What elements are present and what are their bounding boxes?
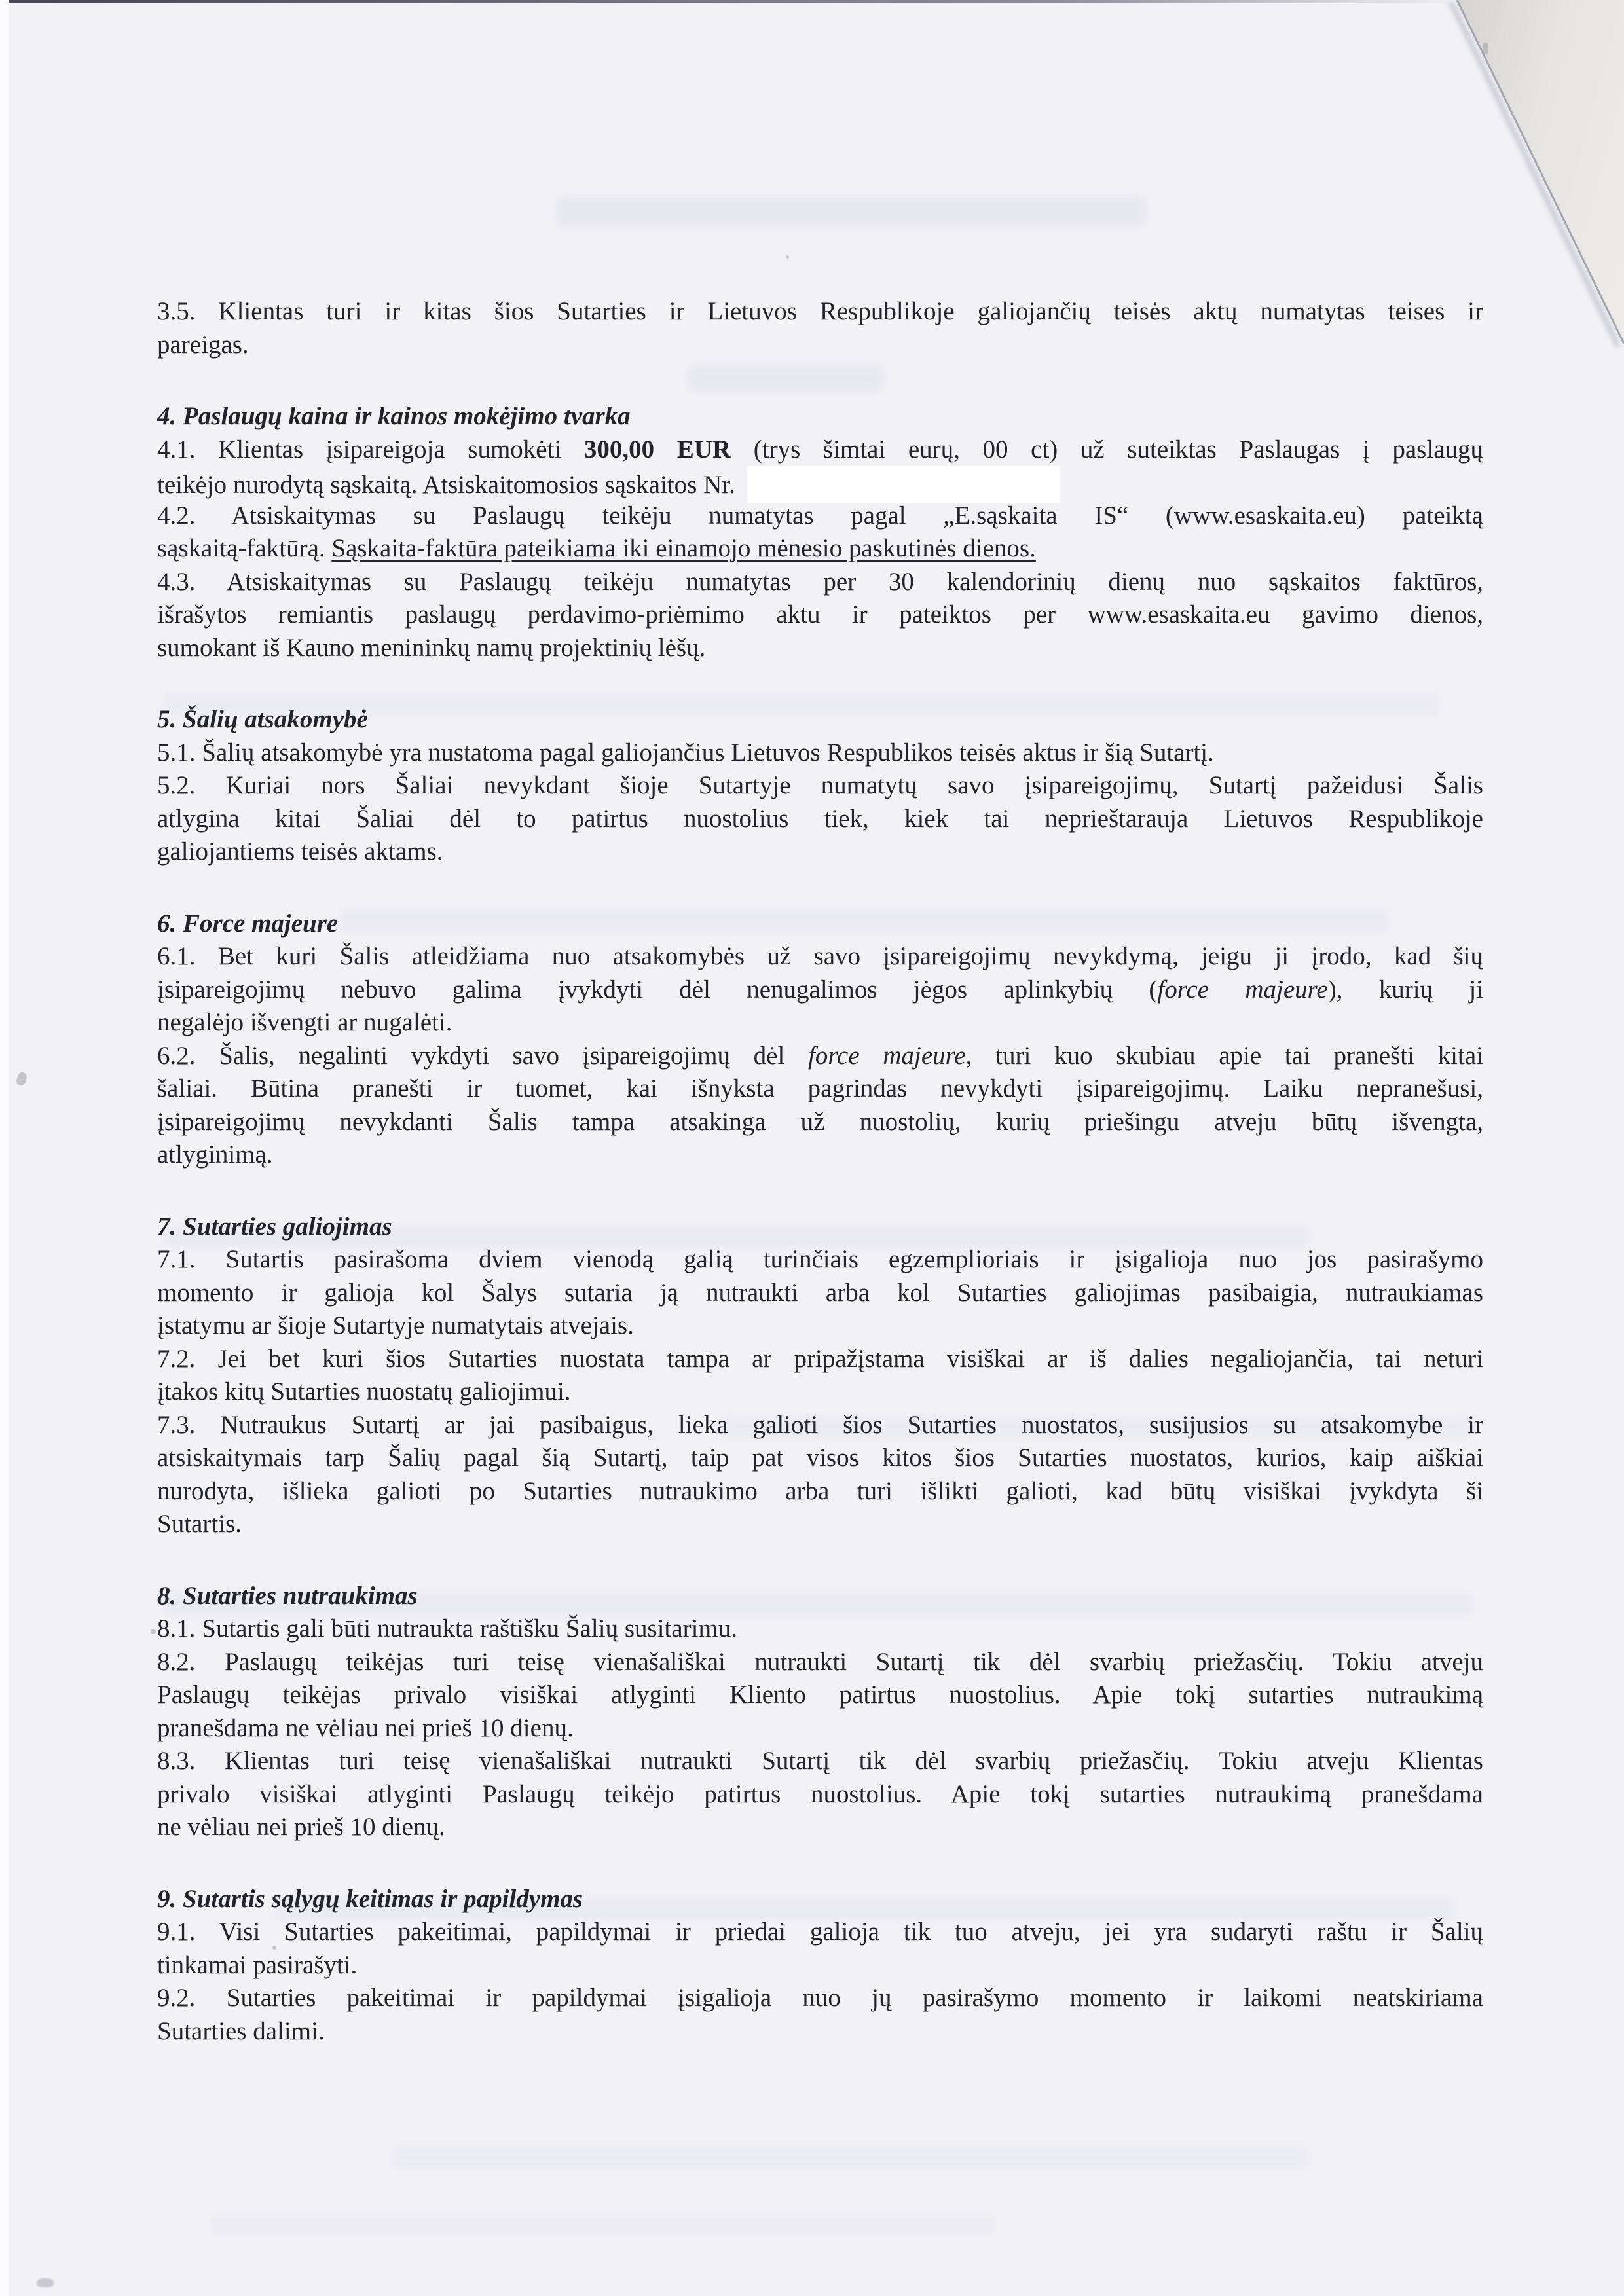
clause bbox=[157, 1243, 1483, 1343]
clause-line: įsipareigojimų nebuvo galima įvykdyti dėl nenugalimos jėgos aplinkybių (force majeure), kurių ji bbox=[157, 975, 1483, 1004]
clause-line: nurodyta, išlieka galioti po Sutarties nutraukimo arba turi išlikti galioti, kad būtų visiškai įvykdyta ši bbox=[157, 1476, 1483, 1505]
clause bbox=[157, 1646, 1483, 1745]
clause bbox=[157, 1409, 1483, 1541]
clause-line: pranešdama ne vėliau nei prieš 10 dienų. bbox=[157, 1713, 574, 1742]
clause-line: 9.1. Visi Sutarties pakeitimai, papildymai ir priedai galioja tik tuo atveju, jei yra sudaryti raštu ir Šalių bbox=[157, 1918, 1483, 1946]
dust-speck bbox=[37, 2278, 54, 2287]
clause-line: atsiskaitymais tarp Šalių pagal šią Sutartį, taip pat visos kitos šios Sutarties nuostatos, kurios, kaip aiškiai bbox=[157, 1444, 1483, 1472]
contract-section bbox=[157, 907, 1483, 1172]
clause bbox=[157, 433, 1483, 500]
redacted-account-number bbox=[747, 466, 1060, 503]
clause-line: 9.2. Sutarties pakeitimai ir papildymai įsigalioja nuo jų pasirašymo momento ir laikomi neatskiriama bbox=[157, 1984, 1483, 2012]
section-heading: 7. Sutarties galiojimas bbox=[157, 1212, 392, 1241]
clause-line: 8.1. Sutartis gali būti nutraukta raštišku Šalių susitarimu. bbox=[157, 1614, 738, 1643]
clause-line: 4.2. Atsiskaitymas su Paslaugų teikėju numatytas pagal „E.sąskaita IS“ (www.esaskaita.eu) pateiktą bbox=[157, 501, 1483, 530]
section-heading: 5. Šalių atsakomybė bbox=[157, 705, 368, 733]
clause-line: tinkamai pasirašyti. bbox=[157, 1950, 358, 1979]
section-heading: 4. Paslaugų kaina ir kainos mokėjimo tvarka bbox=[157, 402, 631, 430]
clause bbox=[157, 769, 1483, 869]
clause-line: šaliai. Būtina pranešti ir tuomet, kai išnyksta pagrindas nevykdyti įsipareigojimų. Laiku nepranešusi, bbox=[157, 1074, 1483, 1102]
section-heading: 8. Sutarties nutraukimas bbox=[157, 1581, 418, 1610]
clause-line: 8.2. Paslaugų teikėjas turi teisę vienašališkai nutraukti Sutartį tik dėl svarbių priežasčių. Tokiu atveju bbox=[157, 1647, 1483, 1676]
clause-line: Sutartis. bbox=[157, 1510, 242, 1538]
section-heading: 9. Sutartis sąlygų keitimas ir papildymas bbox=[157, 1884, 583, 1913]
clause-line: atlyginimą. bbox=[157, 1140, 273, 1169]
clause-line: 7.3. Nutraukus Sutartį ar jai pasibaigus, lieka galioti šios Sutarties nuostatos, susijusios su atsakomybe ir bbox=[157, 1410, 1483, 1439]
bleedthrough-artifact bbox=[210, 2214, 995, 2236]
contract-section bbox=[157, 703, 1483, 869]
clause-line: atlygina kitai Šaliai dėl to patirtus nuostolius tiek, kiek tai neprieštarauja Lietuvos Respublikoje bbox=[157, 804, 1483, 833]
clause-line: pareigas. bbox=[157, 330, 249, 359]
clause-line: 4.1. Klientas įsipareigoja sumokėti 300,00 EUR (trys šimtai eurų, 00 ct) už suteiktas Paslaugas į paslaugų bbox=[157, 435, 1484, 464]
clause-line: Paslaugų teikėjas privalo visiškai atlyginti Kliento patirtus nuostolius. Apie tokį sutarties nutraukimą bbox=[157, 1681, 1483, 1709]
clause-line: 4.3. Atsiskaitymas su Paslaugų teikėju numatytas per 30 kalendorinių dienų nuo sąskaitos faktūros, bbox=[157, 567, 1483, 596]
clause-line: sąskaitą-faktūrą. Sąskaita-faktūra pateikiama iki einamojo mėnesio paskutinės dienos. bbox=[157, 534, 1036, 562]
clause-line: išrašytos remiantis paslaugų perdavimo-priėmimo aktu ir pateiktos per www.esaskaita.eu gavimo dienos, bbox=[157, 600, 1483, 629]
clause-line: 8.3. Klientas turi teisę vienašališkai nutraukti Sutartį tik dėl svarbių priežasčių. Tokiu atveju Klientas bbox=[157, 1747, 1483, 1775]
dust-speck bbox=[15, 1071, 28, 1086]
clause bbox=[157, 295, 1483, 361]
dust-speck bbox=[786, 255, 789, 259]
clause bbox=[157, 737, 1483, 770]
clause bbox=[157, 500, 1483, 566]
clause-line: negalėjo išvengti ar nugalėti. bbox=[157, 1008, 452, 1036]
contract-section bbox=[157, 1883, 1483, 2049]
contract-section bbox=[157, 400, 1483, 665]
clause-line: privalo visiškai atlyginti Paslaugų teikėjo patirtus nuostolius. Apie tokį sutarties nutraukimą pranešdama bbox=[157, 1779, 1483, 1808]
clause-line: 6.1. Bet kuri Šalis atleidžiama nuo atsakomybės už savo įsipareigojimų nevykdymą, jeigu ji įrodo, kad šių bbox=[157, 942, 1483, 970]
clause bbox=[157, 1040, 1483, 1172]
clause-line: 7.2. Jei bet kuri šios Sutarties nuostata tampa ar pripažįstama visiškai ar iš dalies negaliojančia, tai neturi bbox=[157, 1344, 1483, 1373]
clause-line: 5.2. Kuriai nors Šaliai nevykdant šioje Sutartyje numatytų savo įsipareigojimų, Sutartį pažeidusi Šalis bbox=[157, 771, 1483, 799]
clause-line: sumokant iš Kauno menininkų namų projektinių lėšų. bbox=[157, 633, 706, 662]
contract-text-block bbox=[157, 295, 1483, 2048]
contract-section bbox=[157, 1211, 1483, 1541]
clause-line: teikėjo nurodytą sąskaitą. Atsiskaitomosios sąskaitos Nr. bbox=[157, 466, 1483, 500]
clause-line: įstatymu ar šioje Sutartyje numatytais atvejais. bbox=[157, 1311, 634, 1339]
bleedthrough-artifact bbox=[393, 2146, 1310, 2170]
clause-line: ne vėliau nei prieš 10 dienų. bbox=[157, 1813, 445, 1841]
dust-speck bbox=[151, 1629, 156, 1634]
clause-line: įsipareigojimų nevykdanti Šalis tampa atsakinga už nuostolių, kurių priešingu atveju būtų išvengta, bbox=[157, 1107, 1483, 1136]
clause-line: Sutarties dalimi. bbox=[157, 2016, 325, 2045]
clause-line: momento ir galioja kol Šalys sutaria ją nutraukti arba kol Sutarties galiojimas pasibaigia, nutraukiamas bbox=[157, 1278, 1483, 1307]
clause bbox=[157, 1982, 1483, 2048]
contract-section bbox=[157, 295, 1483, 361]
scan-left-edge-artifact bbox=[0, 0, 9, 2296]
clause bbox=[157, 940, 1483, 1040]
clause-line: įtakos kitų Sutarties nuostatų galiojimui. bbox=[157, 1377, 571, 1406]
clause-line: 5.1. Šalių atsakomybė yra nustatoma pagal galiojančius Lietuvos Respublikos teisės aktus ir šią Sutartį. bbox=[157, 738, 1214, 767]
section-heading: 6. Force majeure bbox=[157, 909, 339, 938]
bleedthrough-artifact bbox=[557, 196, 1146, 227]
clause-line: 7.1. Sutartis pasirašoma dviem vienodą galią turinčiais egzemplioriais ir įsigalioja nuo jos pasirašymo bbox=[157, 1245, 1483, 1273]
dust-speck bbox=[1483, 43, 1488, 54]
clause-line: 6.2. Šalis, negalinti vykdyti savo įsipareigojimų dėl force majeure, turi kuo skubiau apie tai pranešti kitai bbox=[157, 1041, 1483, 1070]
clause bbox=[157, 1745, 1483, 1844]
clause bbox=[157, 1916, 1483, 1982]
clause-line: 3.5. Klientas turi ir kitas šios Sutarties ir Lietuvos Respublikoje galiojančių teisės aktų numatytas teises ir bbox=[157, 297, 1483, 325]
clause bbox=[157, 1343, 1483, 1409]
clause-line: galiojantiems teisės aktams. bbox=[157, 837, 443, 866]
scan-top-edge-artifact bbox=[0, 0, 1462, 3]
clause bbox=[157, 566, 1483, 665]
clause bbox=[157, 1613, 1483, 1646]
contract-section bbox=[157, 1580, 1483, 1844]
